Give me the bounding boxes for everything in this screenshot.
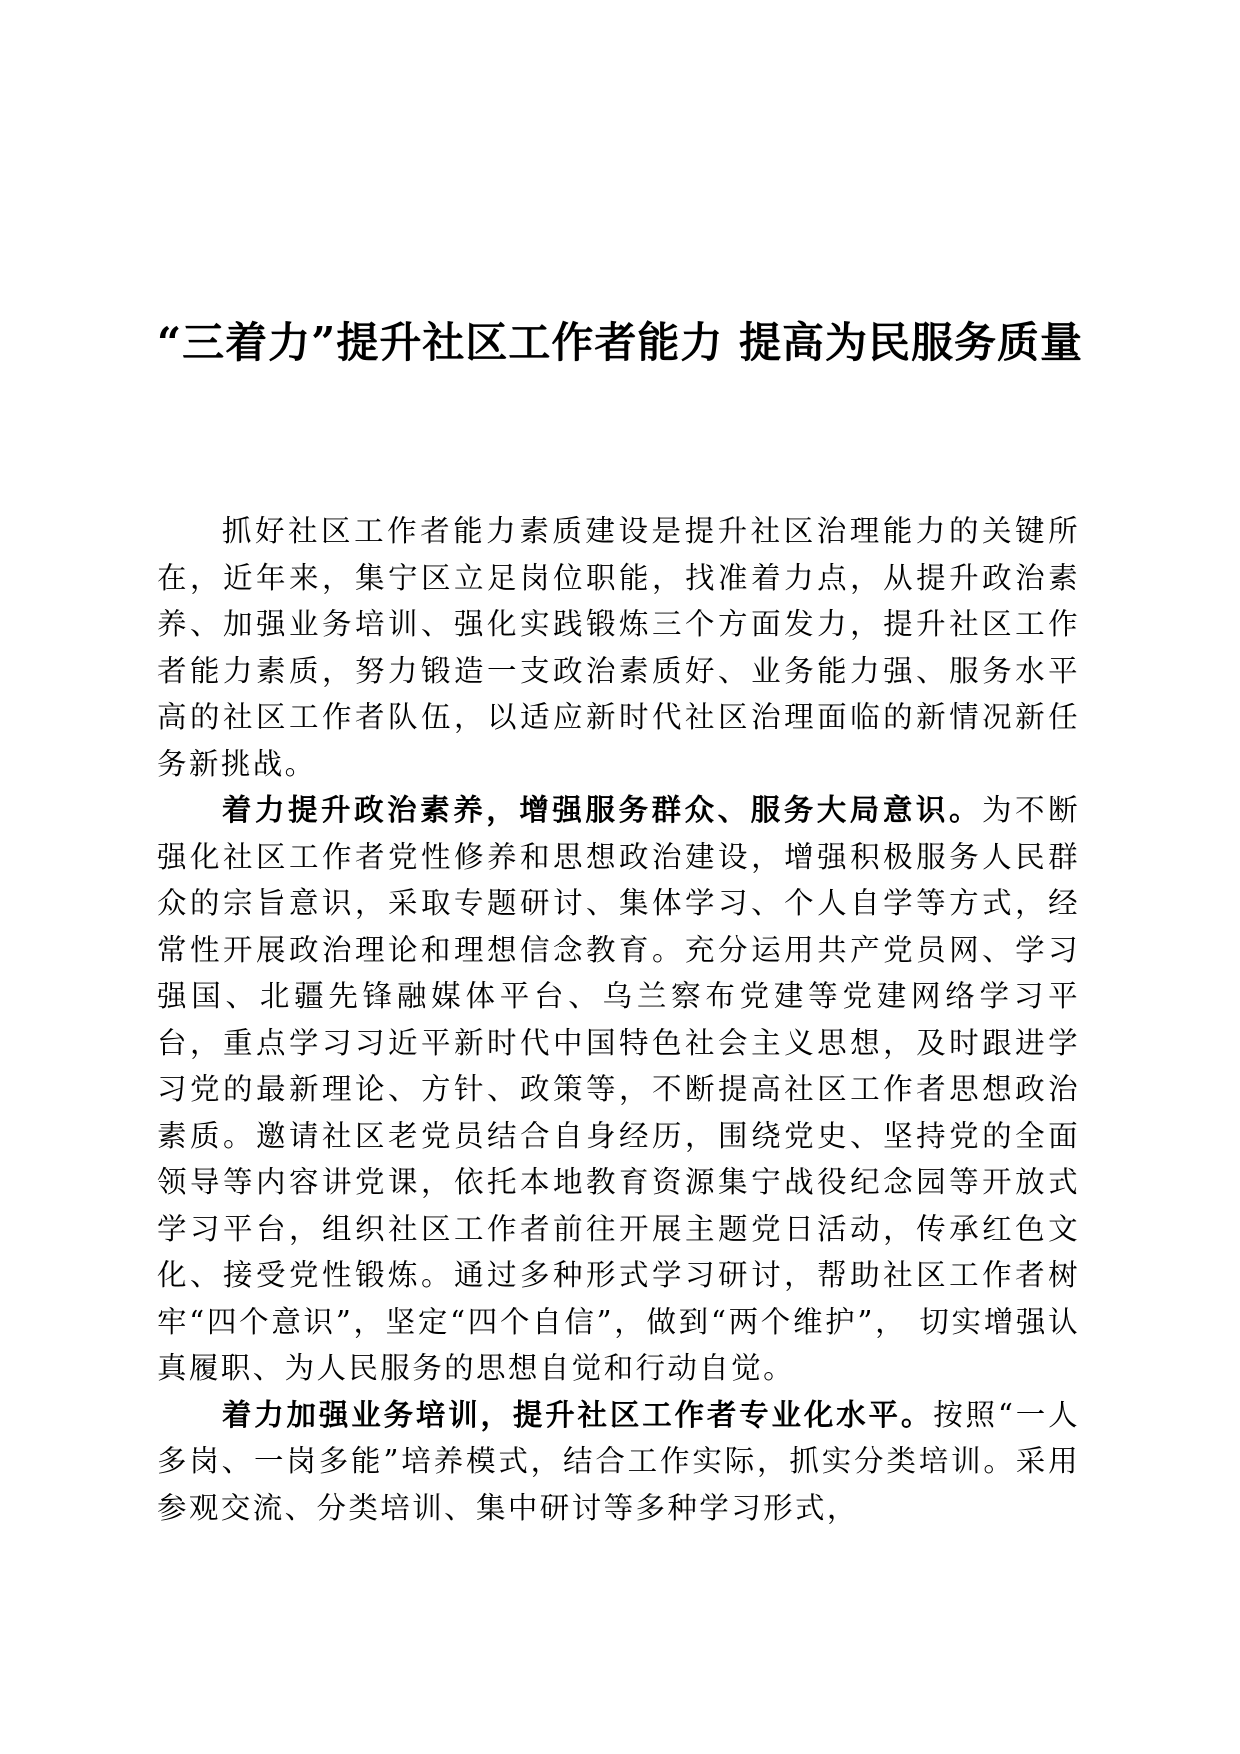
- paragraph-text: 抓好社区工作者能力素质建设是提升社区治理能力的关键所在，近年来，集宁区立足岗位职能，找准着力点，从提升政治素养、加强业务培训、强化实践锻炼三个方面发力，提升社区工作者能力素质，努力锻造一支政治素质好、业务能力强、服务水平高的社区工作者队伍，以适应新时代社区治理面临的新情况新任务新挑战。: [157, 514, 1080, 781]
- paragraph-heading: 着力加强业务培训，提升社区工作者专业化水平。: [221, 1396, 934, 1432]
- paragraph-heading: 着力提升政治素养，增强服务群众、服务大局意识。: [221, 792, 982, 827]
- paragraph-business-training: [157, 1392, 1080, 1532]
- paragraph-intro: [157, 508, 1080, 787]
- paragraph-political-literacy: [157, 787, 1080, 1392]
- document-body: [157, 508, 1080, 1531]
- paragraph-text: 按照“一人多岗、一岗多能”培养模式，结合工作实际，抓实分类培训。采用参观交流、分类培训、集中研讨等多种学习形式，: [157, 1397, 1080, 1525]
- paragraph-text: 为不断强化社区工作者党性修养和思想政治建设，增强积极服务人民群众的宗旨意识，采取专题研讨、集体学习、个人自学等方式，经常性开展政治理论和理想信念教育。充分运用共产党员网、学习强国、北疆先锋融媒体平台、乌兰察布党建等党建网络学习平台，重点学习习近平新时代中国特色社会主义思想，及时跟进学习党的最新理论、方针、政策等，不断提高社区工作者思想政治素质。邀请社区老党员结合自身经历，围绕党史、坚持党的全面领导等内容讲党课，依托本地教育资源集宁战役纪念园等开放式学习平台，组织社区工作者前往开展主题党日活动，传承红色文化、接受党性锻炼。通过多种形式学习研讨，帮助社区工作者树牢“四个意识”，坚定“四个自信”，做到“两个维护”， 切实增强认真履职、为人民服务的思想自觉和行动自觉。: [157, 793, 1080, 1385]
- document-title: “三着力”提升社区工作者能力 提高为民服务质量: [157, 318, 1083, 367]
